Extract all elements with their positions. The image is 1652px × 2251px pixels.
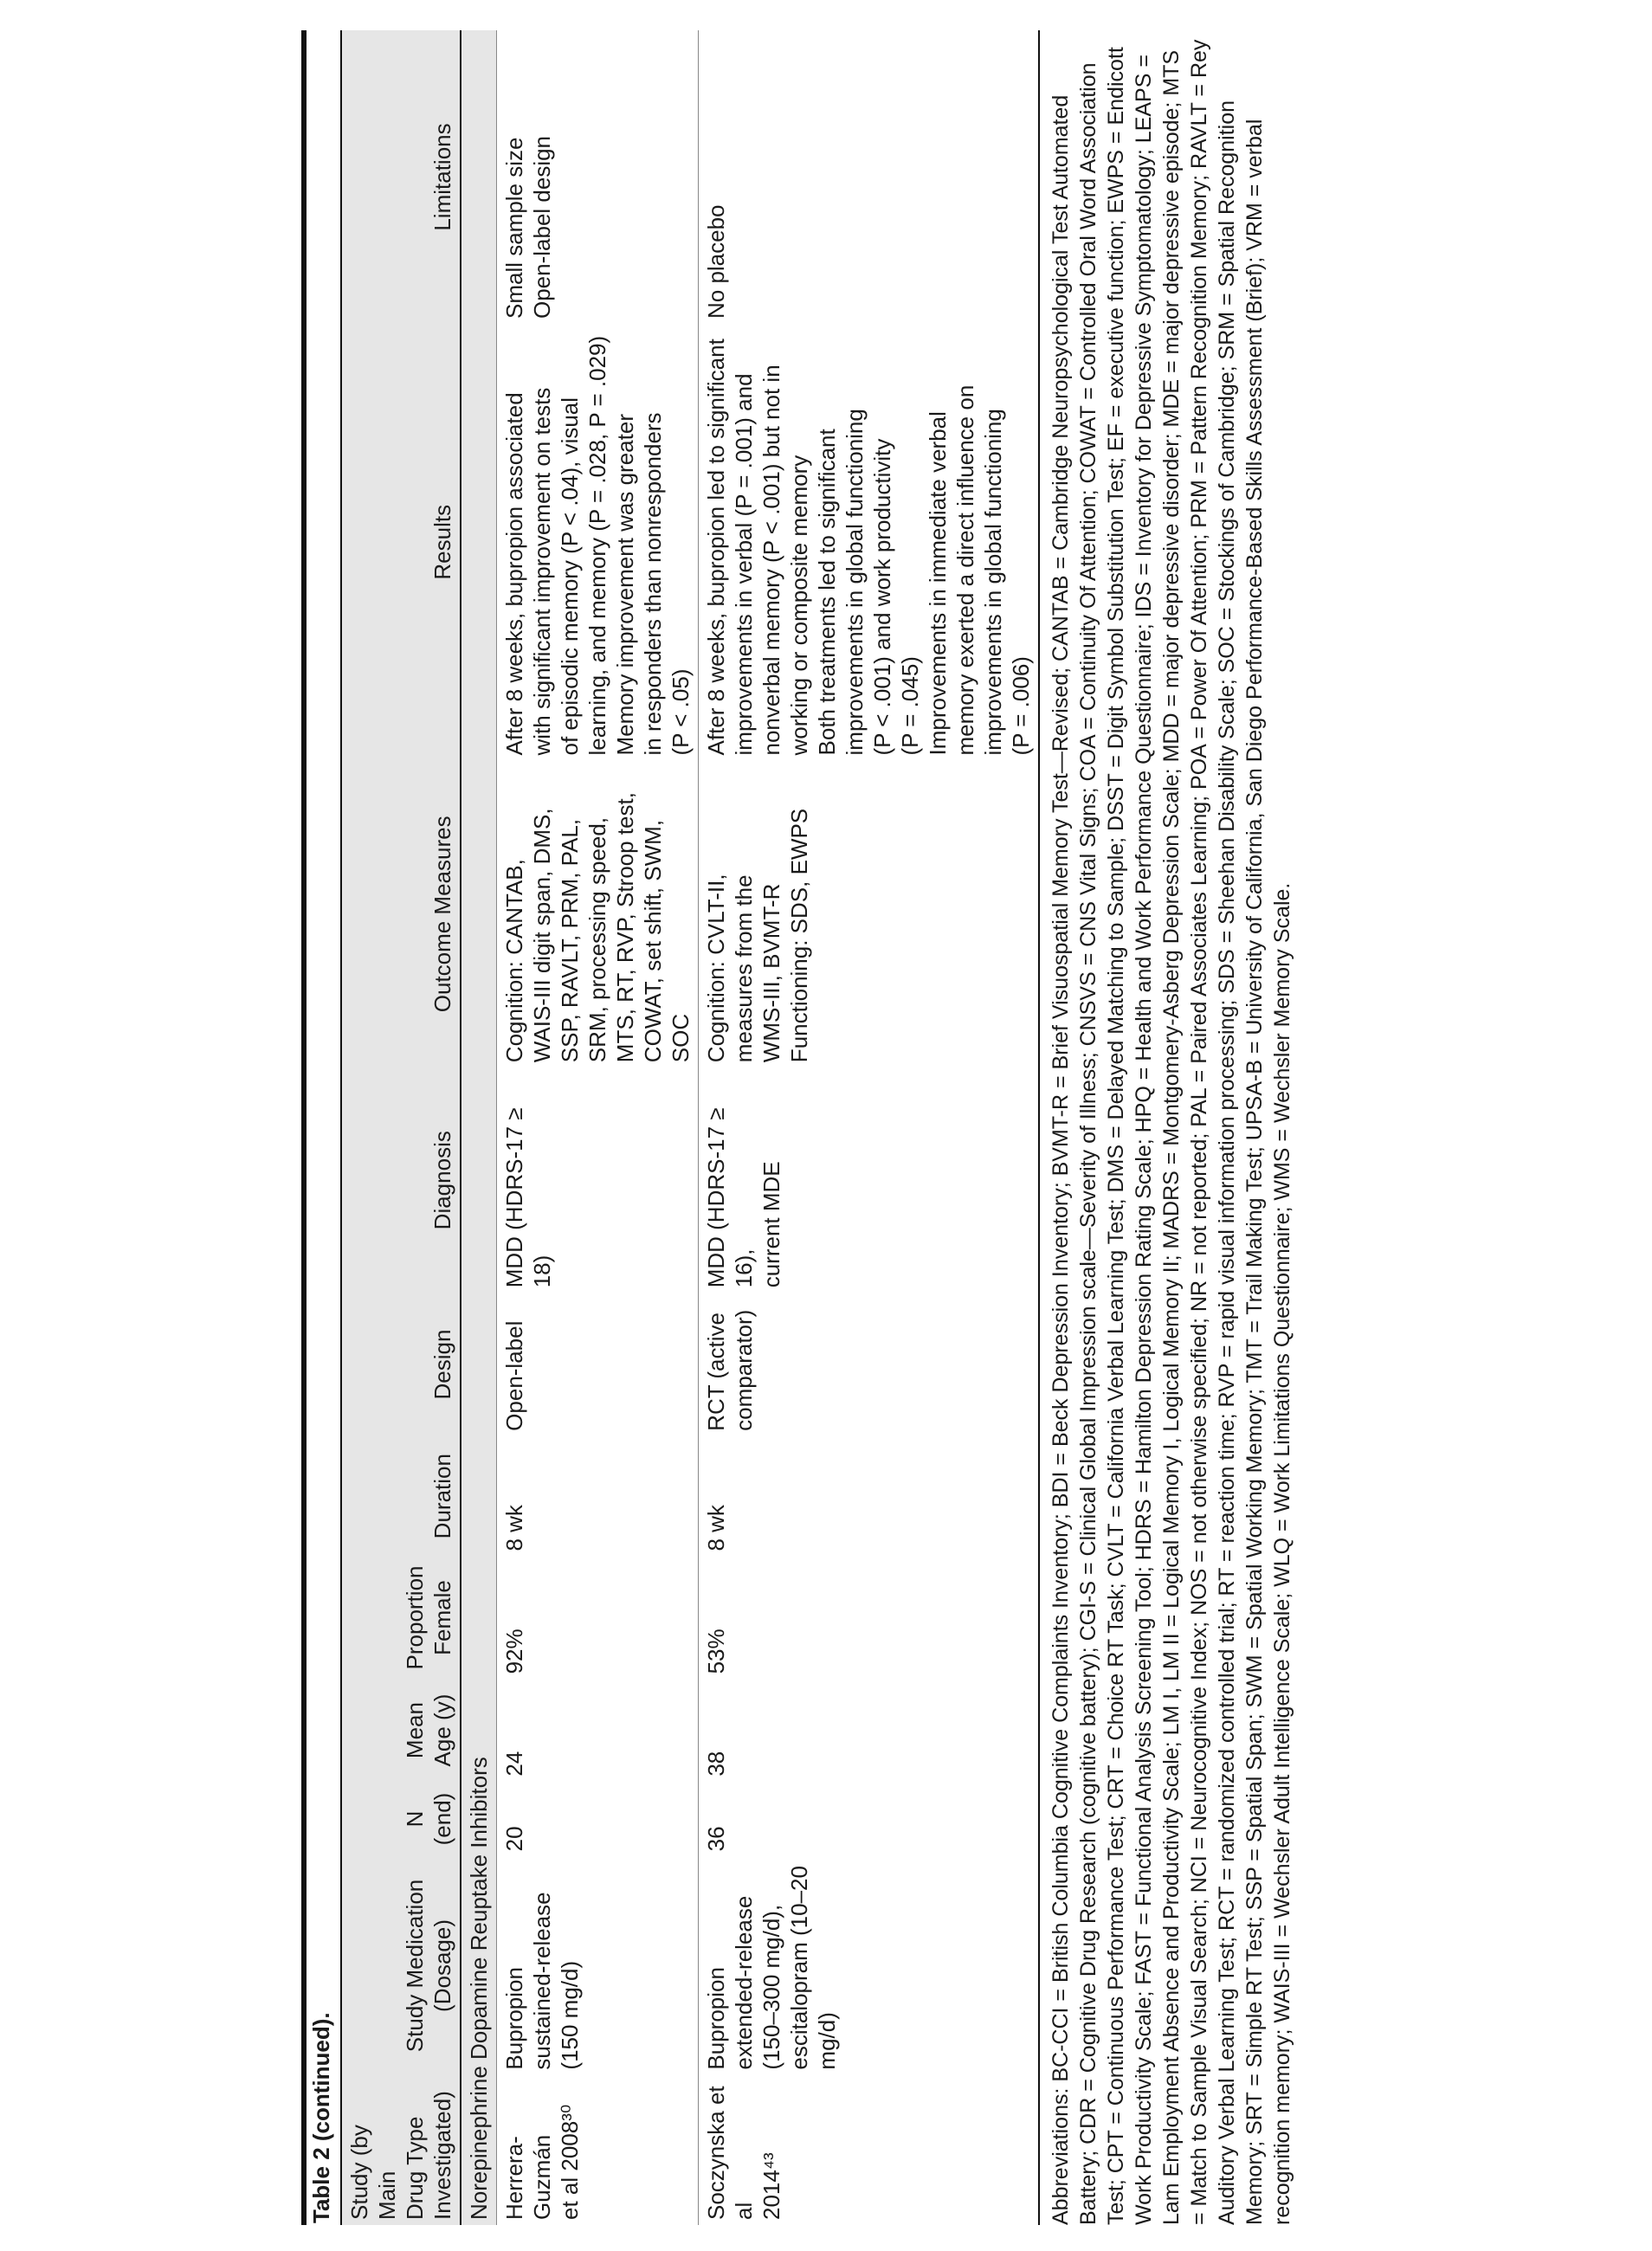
cell-n: 36 bbox=[699, 1782, 1040, 1857]
text-line: improvements in verbal (P = .001) and bbox=[731, 373, 757, 756]
text-line: (150 mg/d) bbox=[557, 1960, 583, 2070]
cell-outcome bbox=[699, 760, 1040, 1067]
text-line: nonverbal memory (P < .001) but not in bbox=[758, 364, 784, 756]
group-label: Norepinephrine Dopamine Reuptake Inhibitors bbox=[461, 30, 497, 2225]
cell-outcome bbox=[497, 760, 699, 1067]
text-line: Age (y) bbox=[429, 1693, 455, 1767]
text-line: MDD (HDRS-17 ≥ 16), bbox=[703, 1107, 757, 1288]
text-line: Herrera-Guzmán bbox=[501, 2134, 555, 2220]
text-line: (end) bbox=[429, 1792, 455, 1846]
text-line: Study Medication bbox=[402, 1879, 428, 2053]
table-row bbox=[497, 30, 699, 2225]
text-line: After 8 weeks, bupropion led to significant bbox=[703, 339, 729, 756]
text-line: with significant improvement on tests bbox=[529, 387, 555, 756]
header-study bbox=[341, 2075, 461, 2225]
text-line: Memory improvement was greater bbox=[612, 414, 638, 756]
text-line: memory exerted a direct influence on bbox=[952, 384, 978, 756]
cell-age: 24 bbox=[497, 1679, 699, 1781]
text-line: sustained-release bbox=[529, 1892, 555, 2070]
text-line: Limitations bbox=[429, 123, 455, 231]
text-line: (P = .045) bbox=[897, 656, 923, 756]
cell-limitations bbox=[699, 30, 1040, 324]
cell-duration: 8 wk bbox=[497, 1436, 699, 1557]
text-line: of episodic memory (P < .04), visual bbox=[557, 397, 583, 756]
cell-medication bbox=[497, 1856, 699, 2074]
text-line: extended-release bbox=[731, 1895, 757, 2070]
text-line: Cognition: CVLT-II, bbox=[703, 874, 729, 1063]
header-duration bbox=[341, 1436, 461, 1557]
text-line: MTS, RT, RVP, Stroop test, bbox=[612, 792, 638, 1063]
text-line: Functioning: SDS, EWPS bbox=[786, 808, 812, 1063]
text-line: Study (by Main bbox=[346, 2125, 400, 2220]
text-line: (P < .05) bbox=[668, 668, 694, 756]
cell-results bbox=[497, 324, 699, 760]
text-line: Improvements in immediate verbal bbox=[925, 411, 951, 756]
header-row bbox=[341, 30, 461, 2225]
table-title: Table 2 (continued). bbox=[301, 30, 340, 2225]
text-line: WMS-III, BVMT-R bbox=[758, 883, 784, 1063]
header-outcome bbox=[341, 760, 461, 1067]
header-diagnosis bbox=[341, 1067, 461, 1293]
text-line: Diagnosis bbox=[429, 1131, 455, 1230]
text-line: Mean bbox=[402, 1702, 428, 1759]
cell-results bbox=[699, 324, 1040, 760]
text-line: Design bbox=[429, 1329, 455, 1400]
text-line: SSP, RAVLT, PRM, PAL, bbox=[557, 818, 583, 1063]
text-line: (P < .001) and work productivity bbox=[869, 438, 895, 756]
text-line: (150–300 mg/d), bbox=[758, 1904, 784, 2070]
text-line: (Dosage) bbox=[429, 1919, 455, 2012]
cell-design: Open-label bbox=[497, 1293, 699, 1436]
cell-n: 20 bbox=[497, 1782, 699, 1857]
group-row bbox=[461, 30, 497, 2225]
text-line: measures from the bbox=[731, 874, 757, 1063]
cell-female: 92% bbox=[497, 1557, 699, 1680]
header-limitations bbox=[341, 30, 461, 324]
header-results bbox=[341, 324, 461, 760]
text-line: Duration bbox=[429, 1454, 455, 1539]
cell-diagnosis bbox=[699, 1067, 1040, 1293]
text-line: Open-label design bbox=[529, 135, 555, 319]
text-line: 2014⁴³ bbox=[758, 2152, 784, 2220]
cell-design: RCT (active comparator) bbox=[699, 1293, 1040, 1436]
cell-limitations bbox=[497, 30, 699, 324]
text-line: SOC bbox=[668, 1013, 694, 1063]
text-line: WAIS-III digit span, DMS, bbox=[529, 808, 555, 1063]
study-table bbox=[340, 30, 1040, 2225]
text-line: Bupropion bbox=[703, 1967, 729, 2070]
text-line: No placebo bbox=[703, 204, 729, 319]
cell-medication bbox=[699, 1856, 1040, 2074]
text-line: mg/d) bbox=[814, 2012, 840, 2070]
cell-diagnosis bbox=[497, 1067, 699, 1293]
text-line: working or composite memory bbox=[786, 455, 812, 756]
text-line: Small sample size bbox=[501, 137, 527, 319]
header-medication bbox=[341, 1856, 461, 2074]
text-line: N bbox=[402, 1810, 428, 1828]
text-line: (P = .006) bbox=[1008, 656, 1034, 756]
abbreviations-footnote: Abbreviations: BC-CCI = British Columbia Cognitive Complaints Inventory; BDI = Beck Depression Inventory; BVMT-R = Brief Visuospatial Memory Test—Revised; CANTAB = Cambridge Neuropsychological Test Automated Battery; CDR = Cognitive Drug Research (cognitive battery); CGI-S = Clinical Global Impression scale—Severity of Illness; CNSVS = CNS Vital Signs; COA = Continuity Of Attention; COWAT = Controlled Oral Word Association Test; CPT = Continuous Performance Test; CRT = Choice RT Task; CVLT = California Verbal Learning Test; DMS = Delayed Matching to Sample; DSST = Digit Symbol Substitution Test; EF = executive function; EWPS = Endicott Work Productivity Scale; FAST = Functional Analysis Screening Tool; HDRS = Hamilton Depression Rating Scale; HPQ = Health and Work Performance Questionnaire; IDS = Inventory for Depressive Symptomatology; LEAPS = Lam Employment Absence and Productivity Scale; LM I, LM II = Logical Memory I, Logical Memory II; MADRS = Montgomery-Asberg Depression Scale; MDD = major depressive disorder; MDE = major depressive episode; MTS = Match to Sample Visual Search; NCI = Neurocognitive Index; NOS = not otherwise specified; NR = not reported; PAL = Paired Associates Learning; POA = Power Of Attention; PRM = Pattern Recognition Memory; RAVLT = Rey Auditory Verbal Learning Test; RCT = randomized controlled trial; RT = reaction time; RVP = rapid visual information processing; SDS = Sheehan Disability Scale; SOC = Stockings of Cambridge; SRM = Spatial Recognition Memory; SRT = Simple RT Test; SSP = Spatial Span; SWM = Spatial Working Memory; TMT = Trail Making Test; UPSA-B = University of California, San Diego Performance-Based Skills Assessment (Brief); VRM = verbal recognition memory; WAIS-III = Wechsler Adult Intelligence Scale; WLQ = Work Limitations Questionnaire; WMS = Wechsler Memory Scale. bbox=[1049, 39, 1294, 2225]
text-line: Female bbox=[429, 1580, 455, 1655]
text-line: learning, and memory (P = .028, P = .029) bbox=[584, 335, 610, 756]
table-row bbox=[699, 30, 1040, 2225]
text-line: Cognition: CANTAB, bbox=[501, 859, 527, 1063]
text-line: escitalopram (10–20 bbox=[786, 1866, 812, 2070]
text-line: et al 2008³⁰ bbox=[557, 2104, 583, 2220]
text-line: current MDE bbox=[758, 1161, 784, 1288]
text-line: SRM, processing speed, bbox=[584, 816, 610, 1063]
header-n bbox=[341, 1782, 461, 1857]
cell-female: 53% bbox=[699, 1557, 1040, 1680]
cell-study bbox=[497, 2075, 699, 2225]
text-line: MDD (HDRS-17 ≥ 18) bbox=[501, 1107, 555, 1288]
text-line: After 8 weeks, bupropion associated bbox=[501, 392, 527, 756]
header-age bbox=[341, 1679, 461, 1781]
text-line: Proportion bbox=[402, 1565, 428, 1670]
cell-duration: 8 wk bbox=[699, 1436, 1040, 1557]
table-page bbox=[301, 30, 1296, 2225]
text-line: Outcome Measures bbox=[429, 816, 455, 1013]
text-line: Both treatments led to significant bbox=[814, 429, 840, 756]
text-line: COWAT, set shift, SWM, bbox=[640, 819, 666, 1063]
text-line: Drug Type bbox=[402, 2116, 428, 2220]
text-line: Investigated) bbox=[429, 2091, 455, 2220]
cell-age: 38 bbox=[699, 1679, 1040, 1781]
text-line: improvements in global functioning bbox=[842, 409, 868, 756]
text-line: Soczynska et al bbox=[703, 2086, 757, 2220]
text-line: Bupropion bbox=[501, 1967, 527, 2070]
text-line: in responders than nonresponders bbox=[640, 412, 666, 756]
text-line: Results bbox=[429, 504, 455, 580]
header-female bbox=[341, 1557, 461, 1680]
text-line: improvements in global functioning bbox=[980, 409, 1006, 756]
header-design bbox=[341, 1293, 461, 1436]
cell-study bbox=[699, 2075, 1040, 2225]
